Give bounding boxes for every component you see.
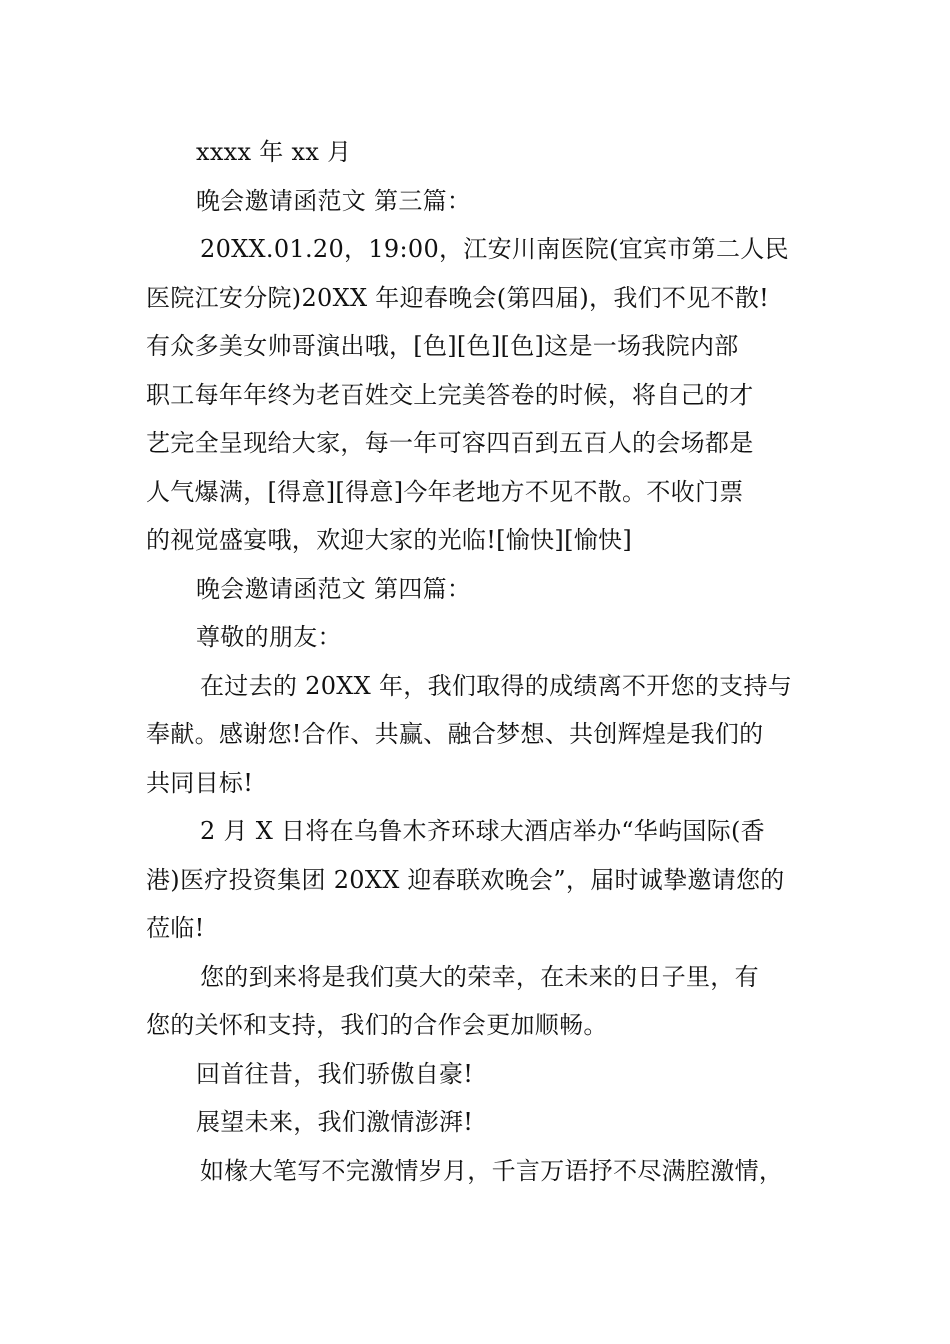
paragraph-line: 共同目标! — [146, 768, 254, 797]
paragraph-line: 人气爆满，[得意][得意]今年老地方不见不散。不收门票 — [146, 477, 744, 506]
paragraph-line: 职工每年年终为老百姓交上完美答卷的时候，将自己的才 — [146, 380, 754, 409]
paragraph-line: 回首往昔，我们骄傲自豪! — [196, 1059, 474, 1088]
paragraph-line: 20XX.01.20，19:00，江安川南医院(宜宾市第二人民 — [200, 235, 789, 263]
paragraph-line: 艺完全呈现给大家，每一年可容四百到五百人的会场都是 — [146, 429, 754, 457]
paragraph-line: 有众多美女帅哥演出哦，[色][色][色]这是一场我院内部 — [146, 332, 739, 360]
paragraph-line: 医院江安分院)20XX 年迎春晚会(第四届)，我们不见不散! — [146, 283, 770, 312]
paragraph-line: 2 月 X 日将在乌鲁木齐环球大酒店举办“华屿国际(香 — [200, 817, 765, 845]
paragraph-line: 港)医疗投资集团 20XX 迎春联欢晚会”，届时诚挚邀请您的 — [146, 865, 785, 894]
paragraph-line: 莅临! — [146, 914, 205, 942]
paragraph-line: 如椽大笔写不完激情岁月，千言万语抒不尽满腔激情， — [200, 1156, 784, 1185]
salutation: 尊敬的朋友： — [196, 623, 342, 651]
paragraph-line: 您的到来将是我们莫大的荣幸，在未来的日子里，有 — [200, 962, 759, 991]
paragraph-line: 您的关怀和支持，我们的合作会更加顺畅。 — [146, 1011, 608, 1039]
document-page — [146, 128, 836, 1195]
paragraph-line: 在过去的 20XX 年，我们取得的成绩离不开您的支持与 — [200, 671, 793, 700]
date-line: xxxx 年 xx 月 — [196, 138, 352, 166]
section-heading-4: 晚会邀请函范文 第四篇： — [196, 574, 472, 603]
paragraph-line: 奉献。感谢您!合作、共赢、融合梦想、共创辉煌是我们的 — [146, 720, 764, 748]
section-heading-3: 晚会邀请函范文 第三篇： — [196, 186, 472, 215]
paragraph-line: 的视觉盛宴哦，欢迎大家的光临![愉快][愉快] — [146, 526, 632, 554]
paragraph-line: 展望未来，我们激情澎湃! — [196, 1108, 474, 1136]
